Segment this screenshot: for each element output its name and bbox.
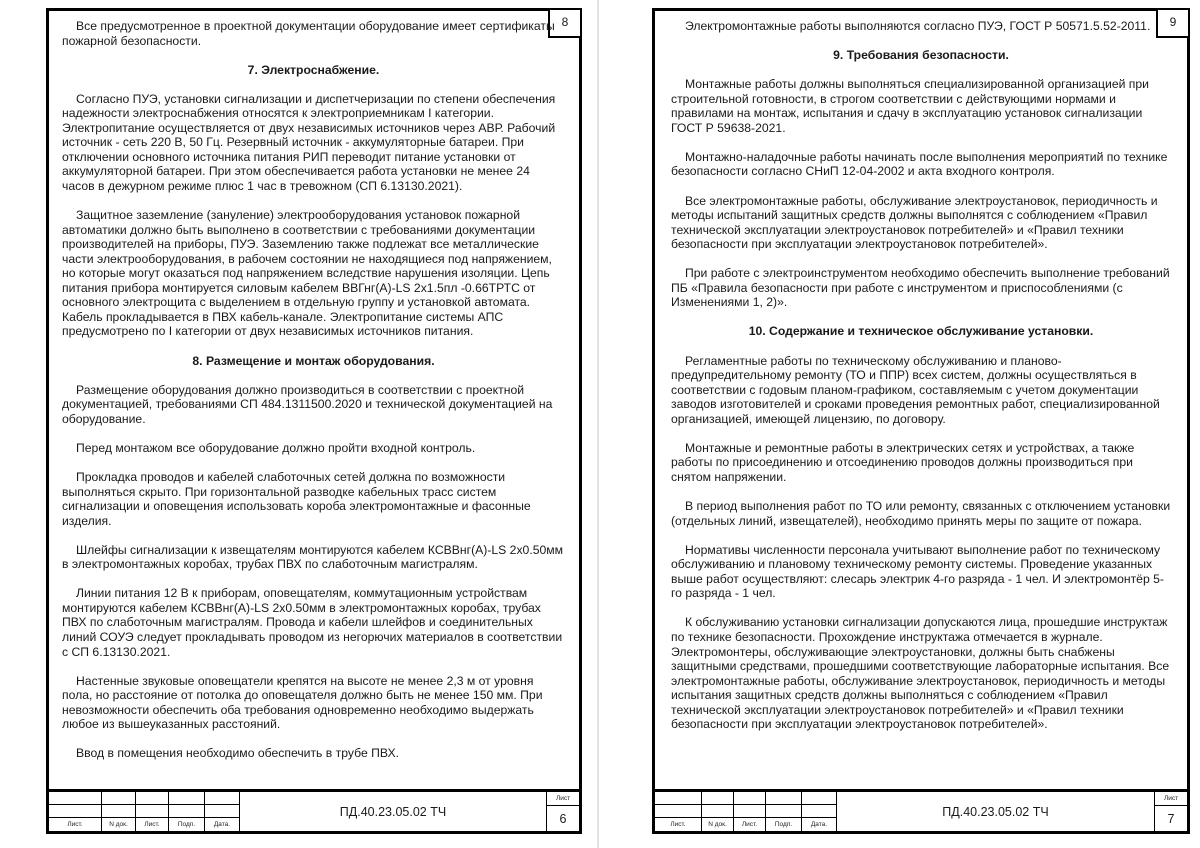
sheet-number: 7 <box>1167 811 1175 826</box>
page-content <box>671 19 1171 746</box>
sheet-cell <box>547 792 579 831</box>
paragraph: Электромонтажные работы выполняются согласно ПУЭ, ГОСТ Р 50571.5.52-2011. <box>685 19 1151 33</box>
revision-column <box>702 792 734 831</box>
paragraph: Прокладка проводов и кабелей слаботочных сетей должна по возможности выполняться скрыто. При горизонтальной разводке кабельных трасс систем сигнализации и оповещения использовать короба электромонтажные и фасонные изделия. <box>62 469 531 528</box>
paragraph: Настенные звуковые оповещатели крепятся на высоте не менее 2,3 м от уровня пола, но расстояние от потолка до оповещателя должно быть не менее 150 мм. При невозможности обеспечить оба требования одновременно необходимо выдержать любое из вышеуказанных расстояний. <box>62 673 543 732</box>
paragraph: Все предусмотренное в проектной документации оборудование имеет сертификаты пожарной безопасности. <box>62 19 555 48</box>
column-label: Подп. <box>177 821 196 828</box>
section-heading-9: 9. Требования безопасности. <box>833 48 1009 63</box>
page-content <box>62 19 565 775</box>
paragraph: Регламентные работы по техническому обслуживанию и планово-предупредительному ремонту (ТО и ППР) всех систем, должны осуществляться в соответствии с годовым планом-графиком, составляемым с учетом документации заводов изготовителей и сроками проведения ремонтных работ, специализированной организацией, имеющей лицензию, по договору. <box>671 353 1160 426</box>
paragraph: При работе с электроинструментом необходимо обеспечить выполнение требований ПБ «Правила безопасности при работе с инструментом и приспособлениями (с Изменениями 1, 2)». <box>671 266 1170 310</box>
paragraph: Линии питания 12 В к приборам, оповещателям, коммутационным устройствам монтируются кабелем КСВВнг(А)-LS 2х0.50мм в электромонтажных коробах, трубах ПВХ по слаботочным магистралям. Провода и кабели шлейфов и соединительных линий СОУЭ следует прокладывать проводом из негорючих материалов в соответствии с СП 6.13130.2021. <box>62 586 563 659</box>
section-heading-8: 8. Размещение и монтаж оборудования. <box>192 353 435 368</box>
revision-column <box>205 792 240 831</box>
column-label: N док. <box>708 821 727 828</box>
revision-column <box>734 792 766 831</box>
column-label: Дата. <box>810 821 828 828</box>
paragraph: Перед монтажом все оборудование должно пройти входной контроль. <box>76 440 476 455</box>
paragraph: Все электромонтажные работы, обслуживание электроустановок, периодичность и методы испытаний защитных средств должны выполнятся с соблюдением «Правил технической эксплуатации электроустановок потребителей» и «Правил техники безопасности при эксплуатации электроустановок потребителей». <box>671 193 1158 252</box>
paragraph: Шлейфы сигнализации к извещателям монтируются кабелем КСВВнг(А)-LS 2х0.50мм в электромонтажных коробах, трубах ПВХ по слаботочным магистралям. <box>62 542 564 572</box>
revision-column <box>102 792 136 831</box>
document-code: ПД.40.23.05.02 ТЧ <box>837 792 1155 831</box>
revision-columns <box>655 792 837 831</box>
page-divider <box>597 0 599 848</box>
column-label: Дата. <box>213 821 231 828</box>
document-code: ПД.40.23.05.02 ТЧ <box>240 792 547 831</box>
sheet-label: Лист <box>1155 792 1187 806</box>
section-heading-7: 7. Электроснабжение. <box>247 62 380 77</box>
paragraph: Нормативы численности персонала учитывают выполнение работ по техническому обслуживанию и плановому техническому ремонту системы. Проведение указанных выше работ осуществляют: слесарь электрик 4-го разряда - 1 чел. И электромонтёр 5-го разряда - 1 чел. <box>671 542 1164 601</box>
sheet-number: 6 <box>559 811 567 826</box>
revision-column <box>655 792 702 831</box>
paragraph: Размещение оборудования должно производиться в соответствии с проектной документацией, требованиями СП 484.1311500.2020 и технической документацией на оборудование. <box>62 382 553 426</box>
paragraph: Ввод в помещения необходимо обеспечить в трубе ПВХ. <box>76 746 399 761</box>
corner-page-number: 9 <box>1156 8 1190 38</box>
paragraph: Монтажные работы должны выполняться специализированной организацией при строительной готовности, в строгом соответствии с действующими нормами и правилами на монтаж, испытания и сдачу в эксплуатацию установок сигнализации ГОСТ Р 59638-2021. <box>671 77 1149 135</box>
column-label: Подп. <box>774 821 793 828</box>
column-label: Лист. <box>670 821 686 828</box>
paragraph: Монтажно-наладочные работы начинать после выполнения мероприятий по технике безопасности согласно СНиП 12-04-2002 и акта входного контроля. <box>671 149 1168 179</box>
sheet-cell <box>1155 792 1187 831</box>
document-page-left <box>46 8 582 834</box>
paragraph: Согласно ПУЭ, установки сигнализации и диспетчеризации по степени обеспечения надежности электроснабжения относятся к электроприемникам I категории. Электропитание осуществляется от двух независимых источников через АВР. Рабочий источник - сеть 220 В, 50 Гц. Резервный источник - аккумуляторные батареи. При отключении основного источника питания РИП переводит питание установки от аккумуляторной батареи. При этом обеспечивается работа установки не менее 24 часов в дежурном режиме плюс 1 час в тревожном (СП 6.13130.2021). <box>62 91 556 194</box>
paragraph: К обслуживанию установки сигнализации допускаются лица, прошедшие инструктаж по технике безопасности. Прохождение инструктажа отмечается в журнале. Электромонтеры, обслуживающие электроустановки, должны быть снабжены защитными средствами, прошедшими соответствующие лабораторные испытания. Все электромонтажные работы, обслуживание электроустановок, периодичность и методы испытания защитных средств должны выполняться с соблюдением «Правил технической эксплуатации электроустановок потребителей» и «Правил техники безопасности при эксплуатации электроустановок потребителей». <box>671 615 1170 732</box>
paragraph: В период выполнения работ по ТО или ремонту, связанных с отключением установки (отдельных линий, извещателей), необходимо принять меры по защите от пожара. <box>671 499 1171 528</box>
section-heading-10: 10. Содержание и техническое обслуживание установки. <box>748 324 1094 339</box>
revision-columns <box>49 792 240 831</box>
revision-column <box>802 792 837 831</box>
column-label: Лист. <box>67 821 83 828</box>
revision-column <box>49 792 102 831</box>
corner-page-number: 8 <box>548 8 582 38</box>
column-label: Лист. <box>144 821 160 828</box>
revision-column <box>136 792 169 831</box>
revision-column <box>766 792 802 831</box>
document-page-right <box>652 8 1190 834</box>
paragraph: Монтажные и ремонтные работы в электрических сетях и устройствах, а также работы по присоединению и отсоединению проводов должны производиться при снятом напряжении. <box>671 440 1135 484</box>
revision-column <box>169 792 205 831</box>
column-label: Лист. <box>741 821 758 828</box>
paragraph: Защитное заземление (зануление) электрооборудования установок пожарной автоматики должно быть выполнено в соответствии с требованиями документации производителей на приборы, ПУЭ. Заземлению также подлежат все металлические части электрооборудования, в рабочем состоянии не находящиеся под напряжением, но которые могут оказаться под напряжением вследствие нарушения изоляции. Цепь питания прибора монтируется силовым кабелем ВВГнг(А)-LS 2х1.5пл -0.66ТРТС от основного электрощита с выделением в отдельную группу и установкой автомата. Кабель прокладывается в ПВХ кабель-канале. Электропитание системы АПС предусмотрено по I категории от двух независимых источников питания. <box>62 208 552 339</box>
column-label: N док. <box>109 821 128 828</box>
title-block <box>652 789 1190 834</box>
sheet-label: Лист <box>547 792 579 806</box>
title-block <box>46 789 582 834</box>
